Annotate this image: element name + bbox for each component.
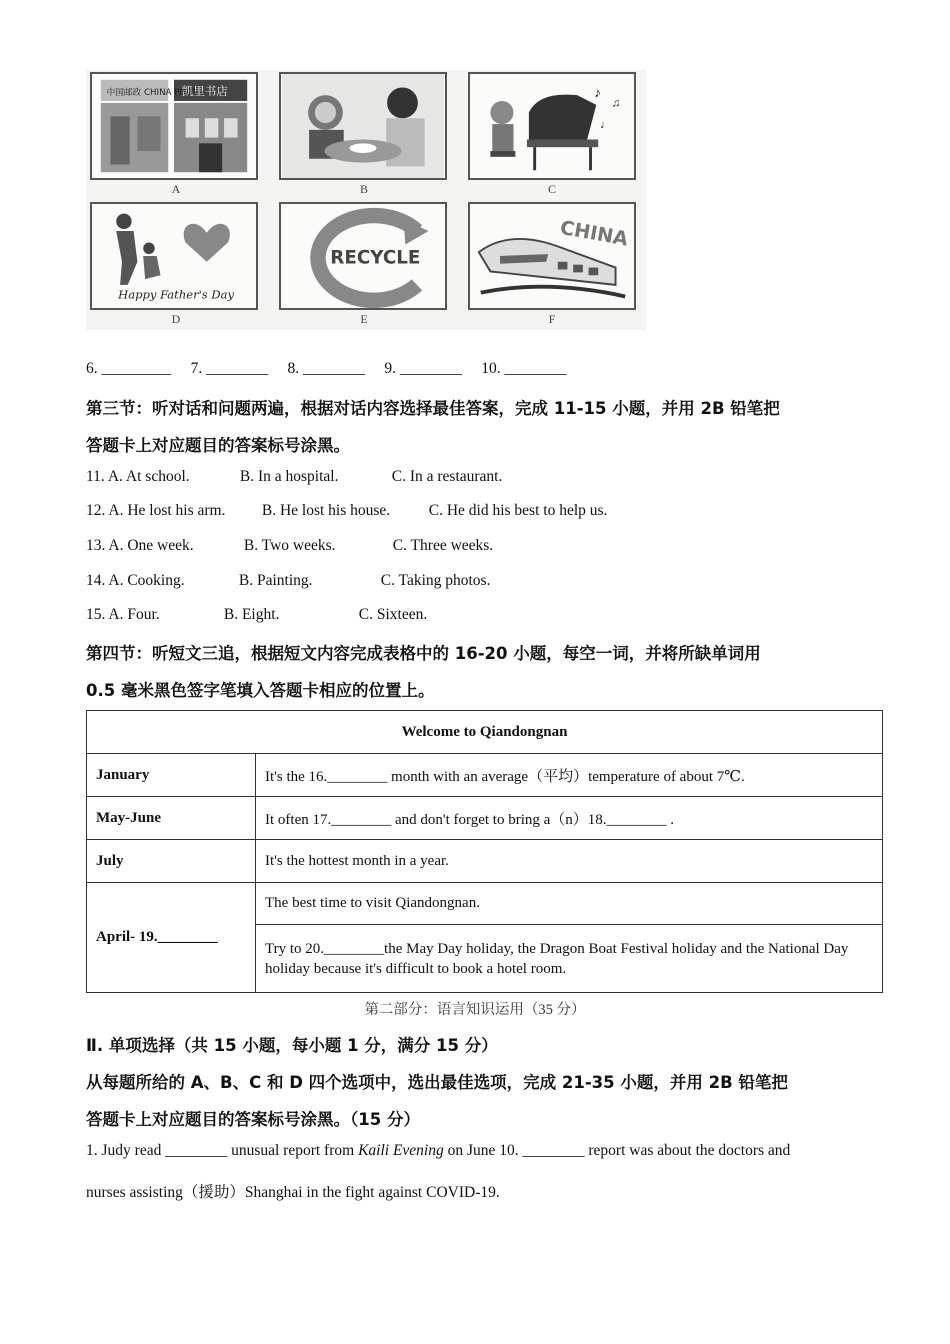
table-key-january: January <box>87 754 256 797</box>
q12-option-b[interactable]: B. He lost his house. <box>261 502 391 519</box>
table-title-row <box>87 711 883 754</box>
info-table <box>86 710 883 993</box>
blank-7[interactable]: 7. ________ <box>190 360 269 377</box>
picture-d-label: D <box>171 312 181 326</box>
answer-blanks-6-10 <box>86 360 567 378</box>
svg-text:♪: ♪ <box>594 85 602 101</box>
father-son-heart-icon <box>92 204 256 308</box>
part2-instruction-line2: 答题卡上对应题目的答案标号涂黑。（15 分） <box>86 1110 420 1129</box>
table-value-may-june: It often 17.________ and don't forget to bring a（n）18.________ . <box>256 797 883 840</box>
q15-option-c[interactable]: C. Sixteen. <box>358 606 428 623</box>
picture-d-caption: Happy Father's Day <box>118 287 235 302</box>
blank-9[interactable]: 9. ________ <box>384 360 462 377</box>
section4-heading-line2: 0.5 毫米黑色签字笔填入答题卡相应的位置上。 <box>86 681 435 700</box>
recycle-arrow-icon <box>281 204 445 308</box>
q14-option-c[interactable]: C. Taking photos. <box>380 572 491 589</box>
high-speed-train-icon <box>470 204 634 308</box>
table-value-january: It's the 16.________ month with an average（平均）temperature of about 7℃. <box>256 754 883 797</box>
question-14 <box>86 572 490 590</box>
blank-8[interactable]: 8. ________ <box>287 360 365 377</box>
q11-option-a[interactable]: 11. A. At school. <box>86 468 190 485</box>
q11-option-c[interactable]: C. In a restaurant. <box>391 468 503 485</box>
table-key-may-june: May-June <box>87 797 256 840</box>
table-value-april-2: Try to 20.________the May Day holiday, the Dragon Boat Festival holiday and the National Day holiday because it's difficult to book a hotel room. <box>256 925 883 993</box>
q1-text-pre: 1. Judy read ________ unusual report from <box>86 1142 359 1159</box>
q12-option-a[interactable]: 12. A. He lost his arm. <box>86 502 226 519</box>
table-key-april: April- 19.________ <box>87 883 256 993</box>
blank-10[interactable]: 10. ________ <box>481 360 567 377</box>
svg-text:♫: ♫ <box>611 97 621 110</box>
q15-option-a[interactable]: 15. A. Four. <box>86 606 160 623</box>
picture-c <box>468 72 636 180</box>
table-row <box>87 754 883 797</box>
svg-text:♩: ♩ <box>600 118 612 131</box>
q14-option-b[interactable]: B. Painting. <box>238 572 313 589</box>
picture-e <box>279 202 447 310</box>
picture-b-label: B <box>359 182 368 196</box>
section3-heading-line2: 答题卡上对应题目的答案标号涂黑。 <box>86 436 350 455</box>
children-at-table-icon <box>281 74 445 178</box>
picture-e-caption: RECYCLE <box>330 247 421 269</box>
table-value-july: It's the hottest month in a year. <box>256 840 883 883</box>
part2-instruction-line1: 从每题所给的 A、B、C 和 D 四个选项中，选出最佳选项，完成 21-35 小题，并用 2B 铅笔把 <box>86 1073 788 1092</box>
picture-a <box>90 72 258 180</box>
sign-left: 中国邮政 CHINA POST <box>106 88 198 99</box>
table-value-april-1: The best time to visit Qiandongnan. <box>256 883 883 925</box>
q15-option-b[interactable]: B. Eight. <box>223 606 280 623</box>
q14-option-a[interactable]: 14. A. Cooking. <box>86 572 185 589</box>
q1-text-post: on June 10. ________ report was about the doctors and <box>443 1142 791 1159</box>
q1-newspaper-name: Kaili Evening <box>358 1142 444 1159</box>
table-row <box>87 840 883 883</box>
question-1-line2: nurses assisting（援助）Shanghai in the fight against COVID-19. <box>86 1184 500 1201</box>
question-13 <box>86 537 493 555</box>
question-12 <box>86 502 607 520</box>
table-row <box>87 883 883 925</box>
q11-option-b[interactable]: B. In a hospital. <box>239 468 339 485</box>
section3-heading-line1: 第三节：听对话和问题两遍，根据对话内容选择最佳答案，完成 11-15 小题，并用 2B 铅笔把 <box>86 399 780 418</box>
part2-heading: Ⅱ. 单项选择（共 15 小题，每小题 1 分，满分 15 分） <box>86 1036 498 1055</box>
q13-option-a[interactable]: 13. A. One week. <box>86 537 194 554</box>
picture-c-label: C <box>547 182 556 196</box>
piano-music-notes-icon <box>470 74 634 178</box>
blank-6[interactable]: 6. _________ <box>86 360 172 377</box>
sign-right: 凯里书店 <box>181 84 228 99</box>
table-title: Welcome to Qiandongnan <box>87 711 883 754</box>
picture-f-label: F <box>548 312 556 326</box>
question-15 <box>86 606 427 624</box>
picture-b <box>279 72 447 180</box>
section4-heading-line1: 第四节：听短文三追，根据短文内容完成表格中的 16-20 小题，每空一词，并将所缺单词用 <box>86 644 761 663</box>
q12-option-c[interactable]: C. He did his best to help us. <box>428 502 608 519</box>
table-key-july: July <box>87 840 256 883</box>
part2-title: 第二部分：语言知识运用（35 分） <box>364 1002 586 1018</box>
q13-option-c[interactable]: C. Three weeks. <box>392 537 494 554</box>
picture-d <box>90 202 258 310</box>
post-office-storefront-icon <box>92 74 256 178</box>
table-row <box>87 797 883 840</box>
question-1-line1 <box>86 1142 790 1160</box>
picture-f <box>468 202 636 310</box>
picture-f-caption: CHINA <box>558 215 630 251</box>
picture-e-label: E <box>360 312 368 326</box>
q13-option-b[interactable]: B. Two weeks. <box>243 537 336 554</box>
picture-grid <box>86 70 646 330</box>
question-11 <box>86 468 502 486</box>
picture-a-label: A <box>171 182 181 196</box>
